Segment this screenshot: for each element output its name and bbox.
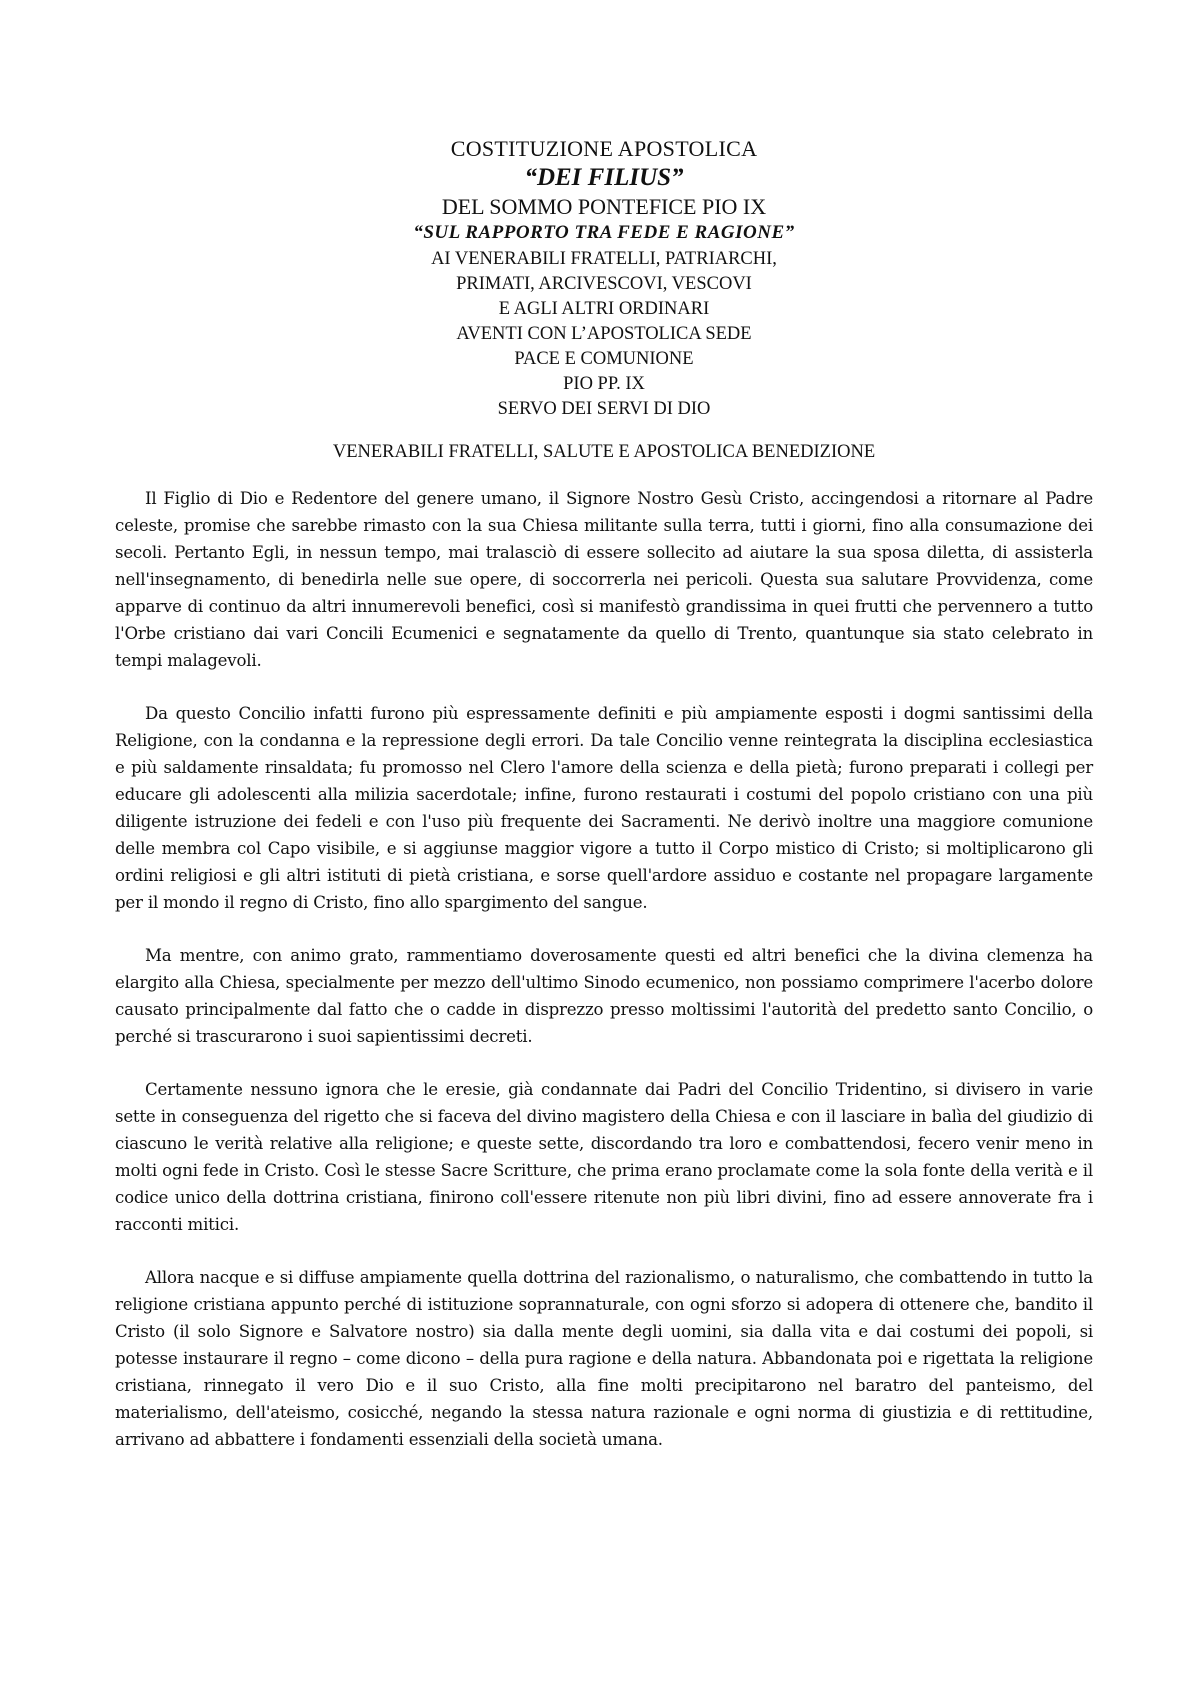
addressee-line: SERVO DEI SERVI DI DIO: [497, 398, 711, 419]
document-header: [115, 136, 1093, 422]
addressee-line: AVENTI CON L’APOSTOLICA SEDE: [456, 323, 752, 344]
salutation: VENERABILI FRATELLI, SALUTE E APOSTOLICA BENEDIZIONE: [332, 441, 876, 462]
body-paragraph: Il Figlio di Dio e Redentore del genere umano, il Signore Nostro Gesù Cristo, accingendosi a ritornare al Padre celeste, promise che sarebbe rimasto con la sua Chiesa militante sulla terra, tutti i giorni, fino alla consumazione dei secoli. Pertanto Egli, in nessun tempo, mai tralasciò di essere sollecito ad aiutare la sua sposa diletta, di assisterla nell'insegnamento, di benedirla nelle sue opere, di soccorrerla nei pericoli. Questa sua salutare Provvidenza, come apparve di continuo da altri innumerevoli benefici, così si manifestò grandissima in quei frutti che pervennero a tutto l'Orbe cristiano dai vari Concili Ecumenici e segnatamente da quello di Trento, quantunque sia stato celebrato in tempi malagevoli.: [115, 488, 1093, 670]
document-body: [115, 485, 1093, 1453]
addressee-line: PIO PP. IX: [563, 373, 645, 394]
body-paragraph: Certamente nessuno ignora che le eresie, già condannate dai Padri del Concilio Tridentino, si divisero in varie sette in conseguenza del rigetto che si faceva del divino magistero della Chiesa e con il lasciare in balìa del giudizio di ciascuno le verità relative alla religione; e queste sette, discordando tra loro e combattendosi, fecero venir meno in molti ogni fede in Cristo. Così le stesse Sacre Scritture, che prima erano proclamate come la sola fonte della verità e il codice unico della dottrina cristiana, finirono coll'essere ritenute non più libri divini, fino ad essere annoverate fra i racconti mitici.: [115, 1079, 1093, 1234]
body-paragraph: Allora nacque e si diffuse ampiamente quella dottrina del razionalismo, o naturalismo, che combattendo in tutto la religione cristiana appunto perché di istituzione soprannaturale, con ogni sforzo si adopera di ottenere che, bandito il Cristo (il solo Signore e Salvatore nostro) sia dalla mente degli uomini, sia dalla vita e dai costumi dei popoli, si potesse instaurare il regno – come dicono – della pura ragione e della natura. Abbandonata poi e rigettata la religione cristiana, rinnegato il vero Dio e il suo Cristo, alla fine molti precipitarono nel baratro del panteismo, del materialismo, dell'ateismo, cosicché, negando la stessa natura razionale e ogni norma di giustizia e di rettitudine, arrivano ad abbattere i fondamenti essenziali della società umana.: [115, 1267, 1093, 1449]
document-title: “DEI FILIUS”: [524, 164, 684, 192]
addressee-line: PRIMATI, ARCIVESCOVI, VESCOVI: [456, 273, 752, 294]
body-paragraph: Da questo Concilio infatti furono più espressamente definiti e più ampiamente esposti i dogmi santissimi della Religione, con la condanna e la repressione degli errori. Da tale Concilio venne reintegrata la disciplina ecclesiastica e più saldamente rinsaldata; fu promosso nel Clero l'amore della scienza e della pietà; furono preparati i collegi per educare gli adolescenti alla milizia sacerdotale; infine, furono restaurati i costumi del popolo cristiano con una più diligente istruzione dei fedeli e con l'uso più frequente dei Sacramenti. Ne derivò inoltre una maggiore comunione delle membra col Capo visibile, e si aggiunse maggior vigore a tutto il Corpo mistico di Cristo; si moltiplicarono gli ordini religiosi e gli altri istituti di pietà cristiana, e sorse quell'ardore assiduo e costante nel propagare largamente per il mondo il regno di Cristo, fino allo spargimento del sangue.: [115, 703, 1093, 912]
issuer-heading: DEL SOMMO PONTEFICE PIO IX: [441, 194, 767, 220]
addressee-line: PACE E COMUNIONE: [514, 348, 694, 369]
addressee-line: AI VENERABILI FRATELLI, PATRIARCHI,: [431, 248, 777, 269]
document-subtitle: “SUL RAPPORTO TRA FEDE E RAGIONE”: [413, 221, 795, 243]
document-type-heading: COSTITUZIONE APOSTOLICA: [450, 136, 758, 161]
document-page: [115, 136, 1093, 1479]
body-paragraph: Ma mentre, con animo grato, rammentiamo doverosamente questi ed altri benefici che la divina clemenza ha elargito alla Chiesa, specialmente per mezzo dell'ultimo Sinodo ecumenico, non possiamo comprimere l'acerbo dolore causato principalmente dal fatto che o cadde in disprezzo presso moltissimi l'autorità del predetto santo Concilio, o perché si trascurarono i suoi sapientissimi decreti.: [115, 945, 1093, 1046]
addressee-line: E AGLI ALTRI ORDINARI: [498, 298, 710, 319]
